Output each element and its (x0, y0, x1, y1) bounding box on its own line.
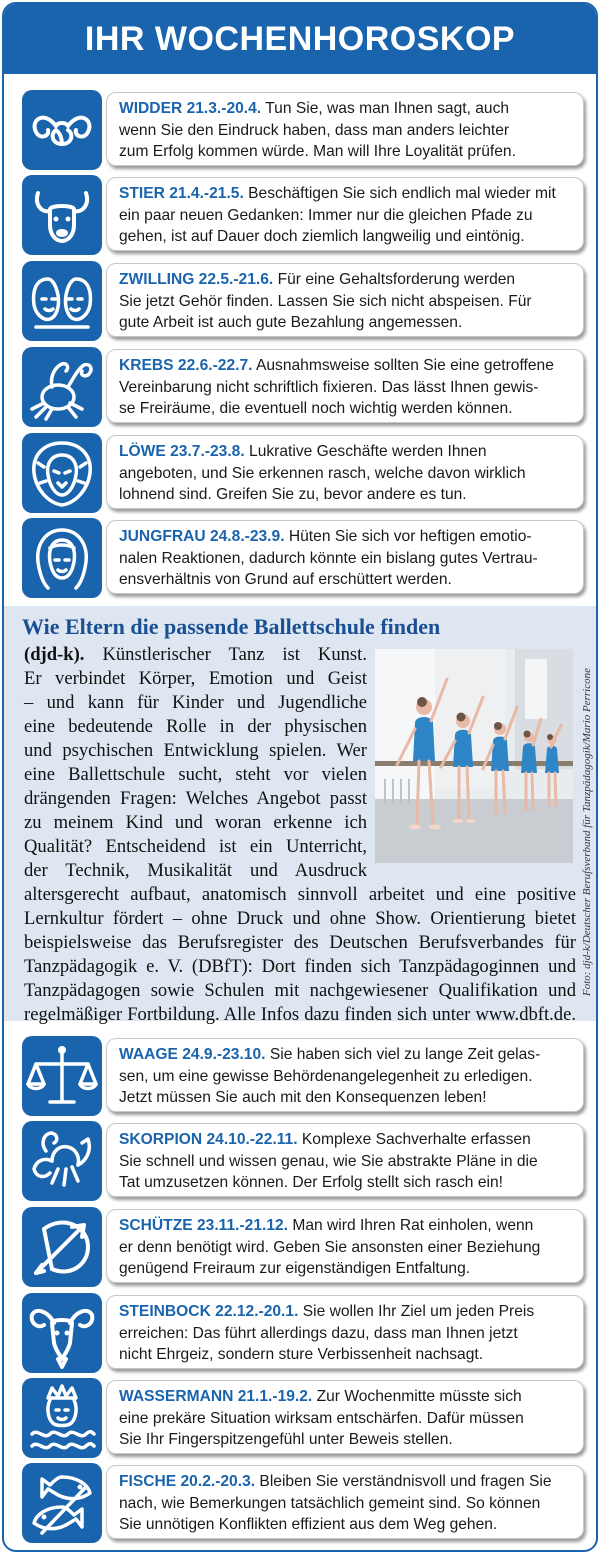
article-line: Tanzpädagogen sowie Schulen mit nachgewiesener Qualifikation und (24, 980, 576, 1001)
sign-text-line: Sie jetzt Gehör finden. Lassen Sie sich nicht abspeisen. Für (119, 292, 532, 310)
taurus-bull-icon (22, 175, 102, 255)
sign-name: STIER 21.4.-21.5. (119, 185, 244, 202)
sign-text-box (106, 1038, 584, 1112)
sign-text-line: nicht Ehrgeiz, sondern sture Verbissenheit nachsagt. (119, 1346, 484, 1363)
sign-row-steinbock (20, 1293, 584, 1373)
sign-name: WASSERMANN 21.1.-19.2. (119, 1388, 313, 1405)
sign-row-widder (20, 90, 584, 170)
article-line: Tanzpädagogik e. V. (DBfT): Dort finden sich Tanzpädagoginnen und (24, 956, 576, 977)
sign-text-line: gute Arbeit ist auch gute Bezahlung angemessen. (119, 314, 463, 331)
photo-credit (580, 648, 594, 1018)
horoscope-frame (2, 2, 598, 1552)
sign-text-line: ein paar neuen Gedanken: Immer nur die gleichen Pfade zu (119, 206, 533, 224)
sign-text-line: Tun Sie, was man Ihnen sagt, auch (265, 100, 510, 117)
sign-text-box (106, 349, 584, 423)
sign-text-line: Tat umzusetzen können. Der Erfolg stellt sich rasch ein! (119, 1174, 503, 1191)
sign-text-line: gehen, ist auf Dauer doch ziemlich langweilig und eintönig. (119, 228, 525, 245)
article-line: eine bedeutende Rolle in der physischen (24, 716, 367, 737)
sign-row-krebs (20, 347, 584, 427)
sign-text-line: angeboten, und Sie erkennen rasch, welche davon wirklich (119, 464, 526, 482)
sign-text-line: Man wird Ihren Rat einholen, wenn (292, 1217, 534, 1234)
sign-text-line: er denn benötigt wird. Geben Sie ansonsten einer Beziehung (119, 1238, 541, 1256)
sign-name: FISCHE 20.2.-20.3. (119, 1473, 256, 1490)
sign-text-box (106, 1295, 584, 1369)
sign-text-box (106, 520, 584, 594)
article-line: Qualität? Entscheidend ist ein Unterricht, (24, 836, 367, 857)
sign-name: LÖWE 23.7.-23.8. (119, 443, 245, 460)
article-line: drängenden Fragen: Welches Angebot passt (24, 788, 367, 809)
page-title: IHR WOCHENHOROSKOP (84, 20, 516, 58)
sign-text-box (106, 263, 584, 337)
article-line: und psychischen Entwicklung spielen. Wer (24, 740, 367, 761)
sign-name: WAAGE 24.9.-23.10. (119, 1046, 266, 1063)
sign-text-line: Lukrative Geschäfte werden Ihnen (249, 443, 487, 460)
sign-text-box (106, 435, 584, 509)
ballet-photo (375, 649, 573, 863)
sign-name: KREBS 22.6.-22.7. (119, 357, 253, 374)
article-lead: (djd-k). (24, 644, 85, 665)
sign-text-line: Sie haben sich viel zu lange Zeit gelas- (269, 1046, 541, 1063)
article-line: zu meinem Kind und woran erkenne ich (24, 812, 367, 833)
sign-text-line: sen, um eine gewisse Behördenangelegenheit zu erledigen. (119, 1067, 533, 1085)
sign-text-box (106, 1380, 584, 1454)
sign-text-line: Zur Wochenmitte müsste sich (316, 1388, 522, 1405)
article-line: eine Ballettschule sucht, steht vor vielen (24, 764, 367, 785)
libra-scales-icon (22, 1036, 102, 1116)
article-line: altersgerecht aufbaut, anatomisch sinnvoll arbeitet und eine positive (24, 884, 576, 905)
pisces-fish-icon (22, 1463, 102, 1543)
sign-text-box (106, 177, 584, 251)
sign-text-line: se Freiräume, die eventuell noch wichtig werden können. (119, 400, 513, 417)
article-title: Wie Eltern die passende Ballettschule finden (22, 614, 441, 639)
virgo-maiden-icon (22, 518, 102, 598)
sign-text-line: lohnend sind. Greifen Sie zu, bevor andere es tun. (119, 486, 467, 503)
sign-text-box (106, 1209, 584, 1283)
sign-row-stier (20, 175, 584, 255)
sign-text-line: Komplexe Sachverhalte erfassen (301, 1131, 531, 1148)
sign-text-line: Sie Ihr Fingerspitzengefühl unter Beweis stellen. (119, 1431, 453, 1448)
sign-text-line: zum Erfolg kommen würde. Man will Ihre Loyalität prüfen. (119, 143, 516, 160)
sagittarius-bow-icon (22, 1207, 102, 1287)
sign-name: JUNGFRAU 24.8.-23.9. (119, 528, 285, 545)
article-line: – und kann für Kinder und Jugendliche (24, 692, 367, 713)
sign-text-line: nach, wie Bemerkungen tatsächlich gemeint sind. So können (119, 1494, 541, 1512)
sign-text-line: Jetzt müssen Sie auch mit den Konsequenzen leben! (119, 1089, 487, 1106)
article-line: regelmäßiger Fortbildung. Alle Infos dazu finden sich unter www.dbft.de. (24, 1004, 576, 1025)
sign-text-line: Vereinbarung nicht schriftlich fixieren. Das lässt Ihnen gewis- (119, 378, 539, 396)
sign-text-line: eine prekäre Situation wirksam entschärfen. Dafür müssen (119, 1409, 524, 1427)
photo-credit-text: Foto: djd-k/Deutscher Berufsverband für Tanzpädagogik/Mario Perricone (581, 667, 593, 997)
article-section (4, 606, 596, 1025)
sign-text-line: nalen Reaktionen, dadurch könnte ein bislang gutes Vertrau- (119, 549, 538, 567)
aries-ram-icon (22, 90, 102, 170)
article-line: Er verbindet Körper, Emotion und Geist (24, 668, 367, 689)
sign-text-line: Ausnahmsweise sollten Sie eine getroffene (255, 357, 554, 374)
sign-name: ZWILLING 22.5.-21.6. (119, 271, 274, 288)
sign-name: STEINBOCK 22.12.-20.1. (119, 1303, 299, 1320)
cancer-crab-icon (22, 347, 102, 427)
sign-name: WIDDER 21.3.-20.4. (119, 100, 262, 117)
sign-text-line: genügend Freiraum zur eigenständigen Entfaltung. (119, 1260, 471, 1277)
article-line: beispielsweise das Berufsregister des Deutschen Berufsverbandes für (24, 932, 576, 953)
sign-text-line: Beschäftigen Sie sich endlich mal wieder mit (248, 185, 556, 202)
leo-lion-icon (22, 433, 102, 513)
scorpio-scorpion-icon (22, 1121, 102, 1201)
sign-row-schuetze (20, 1207, 584, 1287)
article-line (24, 643, 367, 667)
sign-row-waage (20, 1036, 584, 1116)
sign-text-line: Sie wollen Ihr Ziel um jeden Preis (302, 1303, 535, 1320)
sign-text-line: wenn Sie den Eindruck haben, dass man anders leichter (119, 121, 510, 139)
sign-text-line: erreichen: Das führt allerdings dazu, dass man Ihnen jetzt (119, 1324, 518, 1342)
sign-text-box (106, 1465, 584, 1539)
sign-text-box (106, 92, 584, 166)
aquarius-waterbearer-icon (22, 1378, 102, 1458)
article-line-text: Künstlerischer Tanz ist Kunst. (102, 644, 367, 665)
article-line: Lernkultur fördert – ohne Druck und ohne Show. Orientierung bietet (24, 908, 576, 929)
sign-row-skorpion (20, 1121, 584, 1201)
sign-row-fische (20, 1463, 584, 1543)
capricorn-goat-icon (22, 1293, 102, 1373)
header-bar (4, 4, 596, 74)
sign-row-loewe (20, 433, 584, 513)
article-line: der Technik, Musikalität und Ausdruck (24, 860, 367, 881)
sign-text-line: Sie unnötigen Konflikten effizient aus dem Weg gehen. (119, 1516, 498, 1533)
sign-text-line: Hüten Sie sich vor heftigen emotio- (288, 528, 532, 545)
sign-text-line: Für eine Gehaltsforderung werden (277, 271, 516, 288)
sign-name: SCHÜTZE 23.11.-21.12. (119, 1217, 289, 1234)
sign-name: SKORPION 24.10.-22.11. (119, 1131, 298, 1148)
sign-text-line: ensverhältnis von Grund auf erschüttert werden. (119, 571, 452, 588)
sign-row-zwilling (20, 261, 584, 341)
gemini-twins-icon (22, 261, 102, 341)
sign-text-box (106, 1123, 584, 1197)
sign-row-jungfrau (20, 518, 584, 598)
sign-text-line: Sie schnell und wissen genau, wie Sie abstrakte Pläne in die (119, 1152, 538, 1170)
sign-text-line: Bleiben Sie verständnisvoll und fragen Sie (259, 1473, 552, 1490)
sign-row-wassermann (20, 1378, 584, 1458)
